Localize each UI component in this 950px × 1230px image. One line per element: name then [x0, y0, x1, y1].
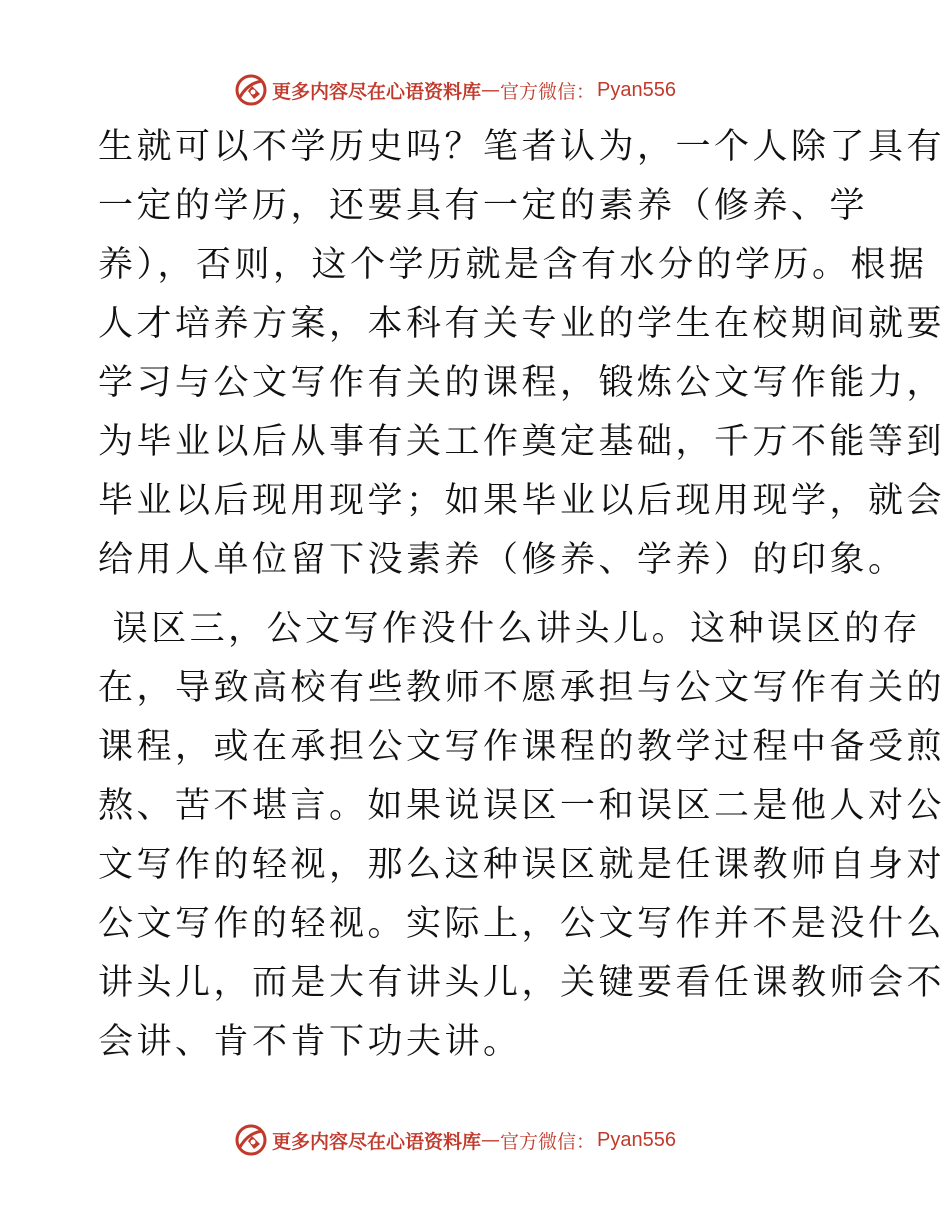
text-line: 给用人单位留下没素养（修养、学养）的印象。 — [98, 540, 907, 580]
header-promo-text: 更多内容尽在心语资料库 — [272, 80, 482, 103]
header-colon: ： — [576, 80, 596, 103]
header-banner[interactable] — [234, 70, 754, 110]
text-line: 会讲、肯不肯下功夫讲。 — [98, 1022, 522, 1062]
text-line: 公文写作的轻视。实际上，公文写作并不是没什么 — [98, 904, 946, 944]
pen-logo-icon — [234, 73, 268, 107]
footer-separator: — — [481, 1129, 501, 1151]
text-line: 学习与公文写作有关的课程，锻炼公文写作能力， — [98, 363, 946, 403]
text-line: 在，导致高校有些教师不愿承担与公文写作有关的 — [98, 668, 946, 708]
footer-promo-text: 更多内容尽在心语资料库 — [272, 1130, 482, 1153]
text-line: 熬、苦不堪言。如果说误区一和误区二是他人对公 — [98, 786, 946, 826]
footer-banner[interactable] — [234, 1120, 754, 1160]
pen-logo-icon — [234, 1123, 268, 1157]
text-line: 文写作的轻视，那么这种误区就是任课教师自身对 — [98, 845, 946, 885]
footer-wechat-label: 官方微信 — [500, 1130, 577, 1153]
text-line: 误区三，公文写作没什么讲头儿。这种误区的存 — [98, 609, 922, 649]
text-line: 一定的学历，还要具有一定的素养（修养、学 — [98, 186, 869, 226]
text-line: 讲头儿，而是大有讲头儿，关键要看任课教师会不 — [98, 963, 946, 1003]
text-line: 养），否则，这个学历就是含有水分的学历。根据 — [98, 245, 928, 285]
header-wechat-id: Pyan556 — [597, 78, 677, 101]
footer-colon: ： — [576, 1130, 596, 1153]
text-line: 毕业以后现用现学；如果毕业以后现用现学，就会 — [98, 481, 946, 521]
text-line: 人才培养方案，本科有关专业的学生在校期间就要 — [98, 304, 946, 344]
header-separator: — — [481, 79, 501, 101]
text-line: 生就可以不学历史吗？笔者认为，一个人除了具有 — [98, 127, 946, 167]
header-wechat-label: 官方微信 — [500, 80, 577, 103]
paragraph-2 — [98, 600, 946, 1072]
text-line: 为毕业以后从事有关工作奠定基础，千万不能等到 — [98, 422, 946, 462]
text-line: 课程，或在承担公文写作课程的教学过程中备受煎 — [98, 727, 946, 767]
footer-wechat-id: Pyan556 — [597, 1128, 677, 1151]
paragraph-1 — [98, 118, 946, 590]
